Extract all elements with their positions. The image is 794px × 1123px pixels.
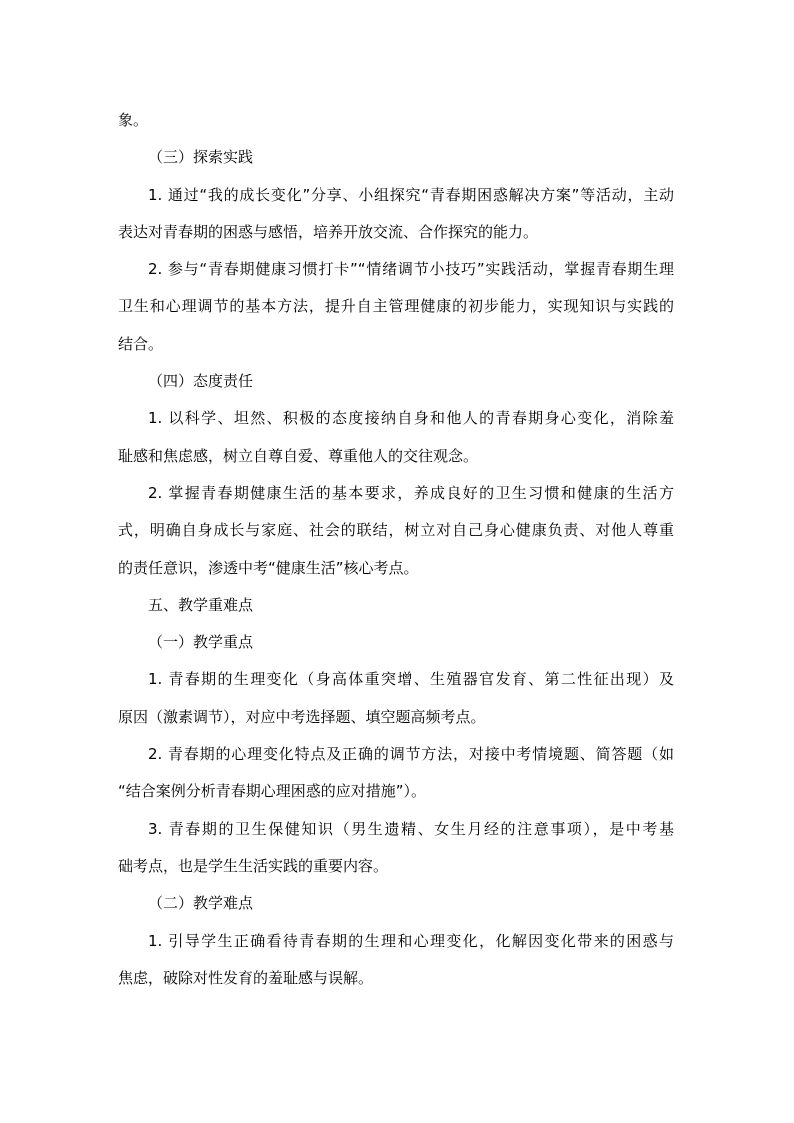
text-line: 1. 以科学、坦然、积极的态度接纳自身和他人的青春期身心变化，消除羞	[148, 409, 674, 428]
text-line: 1. 引导学生正确看待青春期的生理和心理变化，化解因变化带来的困惑与	[148, 931, 674, 950]
text-line: 象。	[118, 111, 149, 129]
text-line: 1. 通过“我的成长变化”分享、小组探究“青春期困惑解决方案”等活动，主动	[148, 185, 674, 204]
paragraph	[118, 736, 674, 811]
text-line: （一）教学重点	[148, 633, 254, 652]
text-line: 卫生和心理调节的基本方法，提升自主管理健康的初步能力，实现知识与实践的	[118, 297, 674, 316]
section-heading	[118, 587, 674, 624]
text-line: 结合。	[118, 334, 164, 353]
paragraph	[118, 475, 674, 587]
text-line: 耻感和焦虑感，树立自尊自爱、尊重他人的交往观念。	[118, 446, 479, 465]
paragraph	[118, 400, 674, 475]
section-heading	[118, 624, 674, 661]
document-body	[118, 102, 674, 997]
text-line: 的责任意识，渗透中考“健康生活”核心考点。	[118, 558, 419, 577]
paragraph	[118, 923, 674, 998]
text-line: 础考点，也是学生生活实践的重要内容。	[118, 856, 389, 875]
text-line: 原因（激素调节），对应中考选择题、填空题高频考点。	[118, 707, 486, 726]
paragraph	[118, 811, 674, 886]
text-line: 1. 青春期的生理变化（身高体重突增、生殖器官发育、第二性征出现）及	[148, 670, 674, 689]
text-line: 焦虑，破除对性发育的羞耻感与误解。	[118, 968, 374, 987]
paragraph	[118, 177, 674, 252]
text-line: 2. 青春期的心理变化特点及正确的调节方法，对接中考情境题、简答题（如	[148, 745, 674, 764]
text-line: 表达对青春期的困惑与感悟，培养开放交流、合作探究的能力。	[118, 222, 539, 241]
section-heading	[118, 363, 674, 400]
text-line: 式，明确自身成长与家庭、社会的联结，树立对自己身心健康负责、对他人尊重	[118, 521, 674, 540]
text-line: （二）教学难点	[148, 894, 254, 913]
section-heading	[118, 885, 674, 922]
text-line: 3. 青春期的卫生保健知识（男生遗精、女生月经的注意事项），是中考基	[148, 819, 674, 838]
paragraph	[118, 661, 674, 736]
paragraph	[118, 102, 674, 139]
text-line: （四）态度责任	[148, 372, 254, 391]
text-line: 五、教学重难点	[148, 595, 254, 614]
text-line: （三）探索实践	[148, 148, 254, 167]
text-line: 2. 掌握青春期健康生活的基本要求，养成良好的卫生习惯和健康的生活方	[148, 483, 674, 502]
paragraph	[118, 251, 674, 363]
text-line: 2. 参与“青春期健康习惯打卡”“情绪调节小技巧”实践活动，掌握青春期生理	[148, 260, 674, 279]
text-line: “结合案例分析青春期心理困惑的应对措施”）。	[118, 782, 427, 801]
section-heading	[118, 139, 674, 176]
